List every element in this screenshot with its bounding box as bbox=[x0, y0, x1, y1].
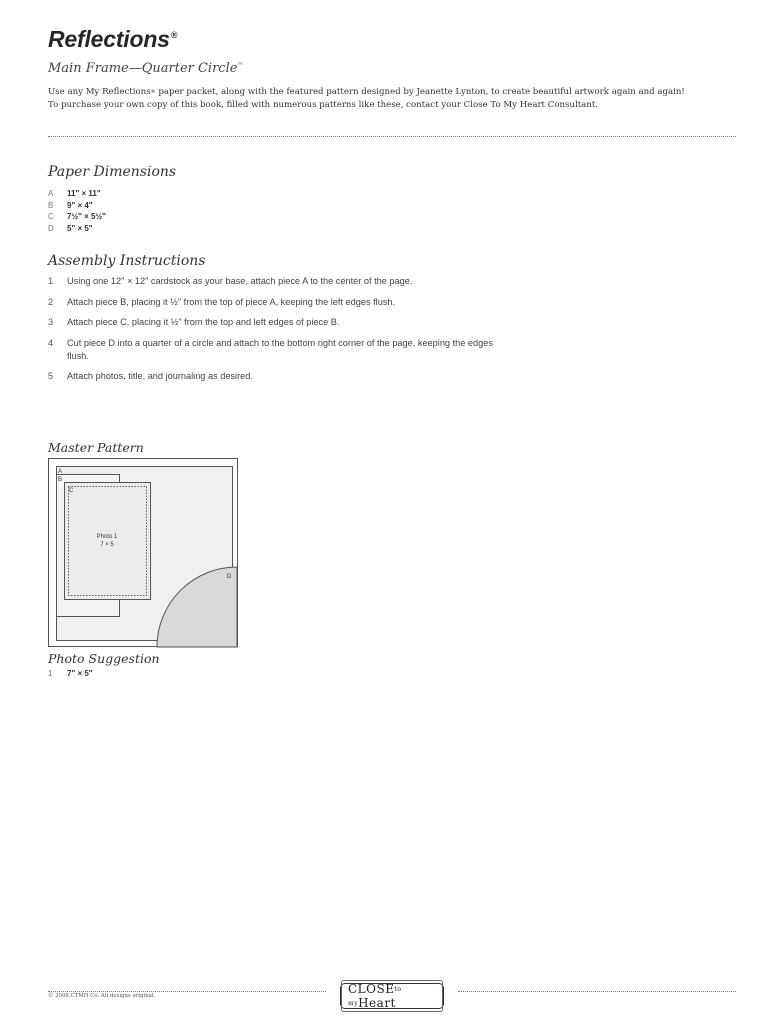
paper-dimensions-list bbox=[48, 188, 106, 234]
label-d: D bbox=[227, 574, 232, 580]
header-divider bbox=[48, 136, 736, 137]
paper-dimensions-heading: Paper Dimensions bbox=[48, 164, 177, 180]
photo-suggestion-heading: Photo Suggestion bbox=[48, 651, 160, 666]
label-a: A bbox=[58, 469, 63, 475]
master-pattern-diagram bbox=[48, 458, 239, 648]
registered-mark: ® bbox=[170, 30, 178, 40]
page-subtitle: Main Frame—Quarter Circle™ bbox=[48, 61, 244, 76]
step-5: 5 Attach photos, title, and journaling as desired. bbox=[48, 371, 253, 382]
dimension-row: B 9" × 4" bbox=[48, 200, 93, 210]
footer-divider-right bbox=[458, 991, 736, 992]
intro-line-1: Use any My Reflections® paper packet, along with the featured pattern designed by Jeanette Lynton, to create beautiful artwork again and again! bbox=[48, 87, 685, 97]
dimension-row: A 11" × 11" bbox=[48, 189, 101, 198]
trademark: ™ bbox=[237, 62, 244, 69]
step-1: 1 Using one 12" × 12" cardstock as your base, attach piece A to the center of the page. bbox=[48, 276, 413, 286]
assembly-instructions-heading: Assembly Instructions bbox=[48, 253, 206, 269]
step-2: 2 Attach piece B, placing it ½" from the top of piece A, keeping the left edges flush. bbox=[48, 296, 396, 307]
piece-c bbox=[65, 483, 151, 600]
intro-text bbox=[48, 86, 748, 111]
step-4: 4 Cut piece D into a quarter of a circle and attach to the bottom right corner of the page, keeping the edges flush. bbox=[48, 338, 493, 361]
footer-divider-left bbox=[48, 991, 326, 992]
copyright-text: © 2008 CTMH Co. All designs original. bbox=[48, 993, 156, 999]
close-to-my-heart-logo: CLOSEto myHeart bbox=[340, 983, 444, 1009]
dimension-row: D 5" × 5" bbox=[48, 223, 93, 233]
photo-1-label: Photo 1 bbox=[96, 534, 118, 540]
dimension-row: C 7½" × 5½" bbox=[48, 212, 106, 222]
intro-line-2: To purchase your own copy of this book, filled with numerous patterns like these, contact your Close To My Heart Consultant. bbox=[48, 99, 599, 110]
assembly-steps bbox=[48, 275, 518, 391]
step-3: 3 Attach piece C, placing it ½" from the top and left edges of piece B. bbox=[48, 317, 340, 328]
label-b: B bbox=[58, 477, 63, 483]
master-pattern-heading: Master Pattern bbox=[48, 440, 144, 455]
photo-suggestion-list bbox=[48, 669, 93, 678]
photo-suggestion-row: 1 7" × 5" bbox=[48, 669, 93, 678]
label-c: C bbox=[69, 488, 74, 494]
page-title: Reflections® bbox=[48, 26, 178, 52]
photo-1-size: 7 × 5 bbox=[100, 542, 114, 548]
